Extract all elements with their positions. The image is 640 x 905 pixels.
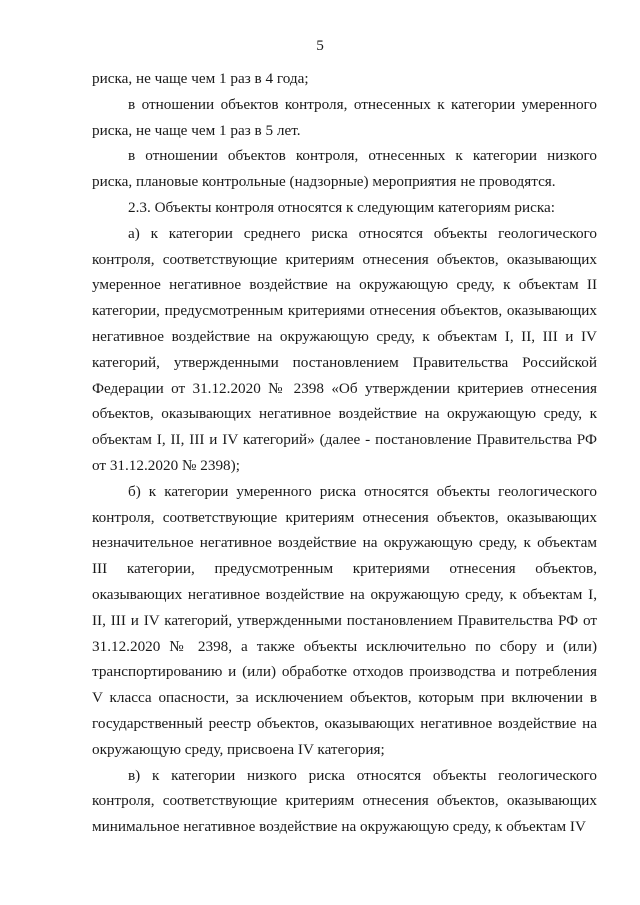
page-number: 5	[316, 37, 324, 54]
paragraph-item-b: б) к категории умеренного риска относятся объекты геологического контроля, соответствующие критериям отнесения объектов, оказывающих незначительное негативное воздействие на окружающую среду, к объектам III категории, предусмотренным критериями отнесения объектов, оказывающих негативное воздействие на окружающую среду, к объектам I, II, III и IV категорий, утвержденными постановлением Правительства РФ от 31.12.2020 № 2398, а также объекты исключительно по сбору и (или) транспортированию и (или) обработке отходов производства и потребления V класса опасности, за исключением объектов, которым при включении в государственный реестр объектов, оказывающих негативное воздействие на окружающую среду, присвоена IV категория;	[92, 482, 597, 758]
paragraph-item-v: в) к категории низкого риска относятся объекты геологического контроля, соответствующие критериям отнесения объектов, оказывающих минимальное негативное воздействие на окружающую среду, к объектам IV	[92, 766, 597, 836]
paragraph-moderate-risk-frequency: в отношении объектов контроля, отнесенных к категории умеренного риска, не чаще чем 1 раз в 5 лет.	[92, 95, 597, 139]
document-body	[92, 66, 597, 840]
paragraph-section-2-3: 2.3. Объекты контроля относятся к следующим категориям риска:	[128, 198, 555, 216]
paragraph-item-a: а) к категории среднего риска относятся объекты геологического контроля, соответствующие критериям отнесения объектов, оказывающих умеренное негативное воздействие на окружающую среду, к объектам II категории, предусмотренным критериями отнесения объектов, оказывающих негативное воздействие на окружающую среду, к объектам I, II, III и IV категорий, утвержденными постановлением Правительства Российской Федерации от 31.12.2020 № 2398 «Об утверждении критериев отнесения объектов, оказывающих негативное воздействие на окружающую среду, к объектам I, II, III и IV категорий» (далее - постановление Правительства РФ от 31.12.2020 № 2398);	[92, 224, 597, 474]
paragraph-low-risk-frequency: в отношении объектов контроля, отнесенных к категории низкого риска, плановые контрольные (надзорные) мероприятия не проводятся.	[92, 147, 597, 191]
paragraph-continuation: риска, не чаще чем 1 раз в 4 года;	[92, 70, 309, 87]
